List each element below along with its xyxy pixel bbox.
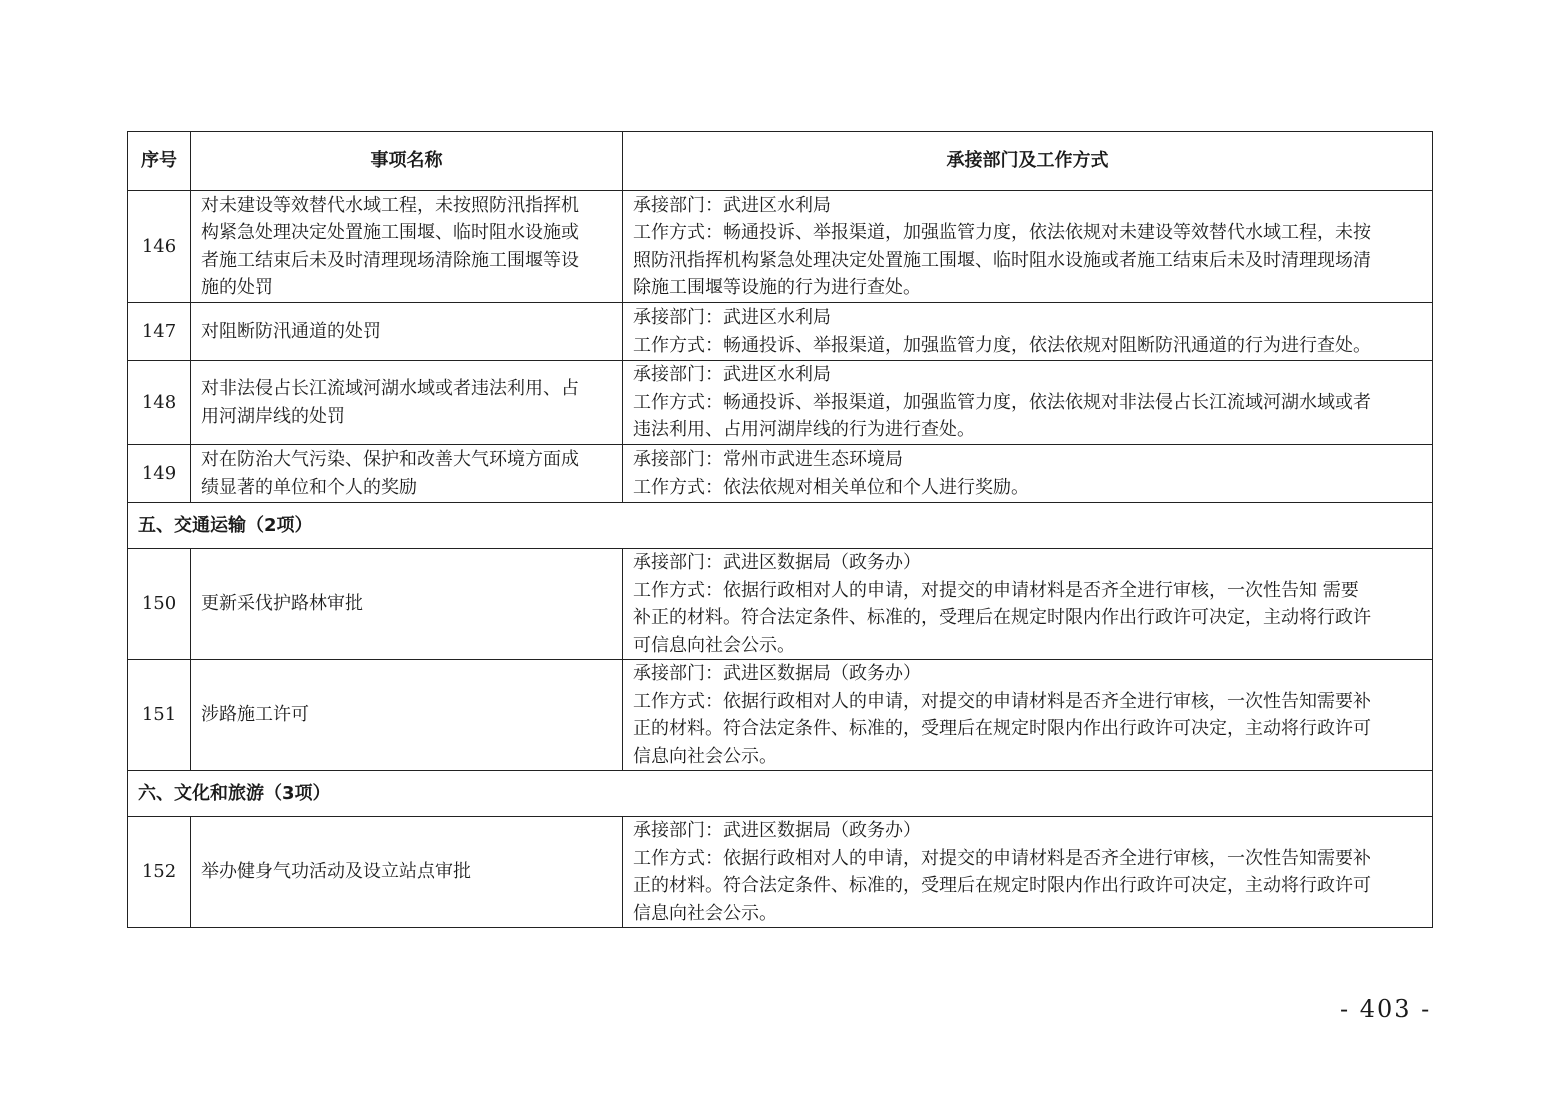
- row-number: 148: [128, 361, 191, 445]
- row-number: 152: [128, 817, 191, 928]
- header-num: 序号: [128, 132, 191, 191]
- dept-and-method: 承接部门：常州市武进生态环境局 工作方式：依法依规对相关单位和个人进行奖励。: [623, 445, 1433, 503]
- section-row: [128, 503, 1433, 549]
- dept-and-method: 承接部门：武进区数据局（政务办） 工作方式：依据行政相对人的申请，对提交的申请材料是否齐全进行审核，一次性告知需要补 正的材料。符合法定条件、标准的，受理后在规定时限内作出行政许可决定，主动将行政许可 信息向社会公示。: [623, 817, 1433, 928]
- item-name: 对未建设等效替代水域工程，未按照防汛指挥机 构紧急处理决定处置施工围堰、临时阻水设施或 者施工结束后未及时清理现场清除施工围堰等设 施的处罚: [191, 191, 623, 303]
- section-title: 五、交通运输（2项）: [128, 503, 1433, 549]
- table-row: [128, 303, 1433, 361]
- row-number: 147: [128, 303, 191, 361]
- item-name: 举办健身气功活动及设立站点审批: [191, 817, 623, 928]
- row-number: 150: [128, 549, 191, 660]
- dept-and-method: 承接部门：武进区水利局 工作方式：畅通投诉、举报渠道，加强监管力度，依法依规对未建设等效替代水域工程，未按 照防汛指挥机构紧急处理决定处置施工围堰、临时阻水设施或者施工结束后未及时清理现场清 除施工围堰等设施的行为进行查处。: [623, 191, 1433, 303]
- table-row: [128, 549, 1433, 660]
- item-name: 涉路施工许可: [191, 660, 623, 771]
- page-number: - 403 -: [1340, 995, 1432, 1023]
- table-row: [128, 660, 1433, 771]
- item-name: 对在防治大气污染、保护和改善大气环境方面成 绩显著的单位和个人的奖励: [191, 445, 623, 503]
- header-dept: 承接部门及工作方式: [623, 132, 1433, 191]
- dept-and-method: 承接部门：武进区水利局 工作方式：畅通投诉、举报渠道，加强监管力度，依法依规对非法侵占长江流域河湖水域或者 违法利用、占用河湖岸线的行为进行查处。: [623, 361, 1433, 445]
- table-row: [128, 191, 1433, 303]
- dept-and-method: 承接部门：武进区数据局（政务办） 工作方式：依据行政相对人的申请，对提交的申请材料是否齐全进行审核，一次性告知 需要 补正的材料。符合法定条件、标准的，受理后在规定时限内作出行政许可决定，主动将行政许 可信息向社会公示。: [623, 549, 1433, 660]
- dept-and-method: 承接部门：武进区数据局（政务办） 工作方式：依据行政相对人的申请，对提交的申请材料是否齐全进行审核，一次性告知需要补 正的材料。符合法定条件、标准的，受理后在规定时限内作出行政许可决定，主动将行政许可 信息向社会公示。: [623, 660, 1433, 771]
- row-number: 151: [128, 660, 191, 771]
- document-table: [127, 131, 1433, 928]
- table-row: [128, 817, 1433, 928]
- table-row: [128, 445, 1433, 503]
- dept-and-method: 承接部门：武进区水利局 工作方式：畅通投诉、举报渠道，加强监管力度，依法依规对阻断防汛通道的行为进行查处。: [623, 303, 1433, 361]
- item-name: 对阻断防汛通道的处罚: [191, 303, 623, 361]
- table-header-row: [128, 132, 1433, 191]
- table-row: [128, 361, 1433, 445]
- header-name: 事项名称: [191, 132, 623, 191]
- section-row: [128, 771, 1433, 817]
- item-name: 更新采伐护路林审批: [191, 549, 623, 660]
- row-number: 146: [128, 191, 191, 303]
- section-title: 六、文化和旅游（3项）: [128, 771, 1433, 817]
- item-name: 对非法侵占长江流域河湖水域或者违法利用、占 用河湖岸线的处罚: [191, 361, 623, 445]
- row-number: 149: [128, 445, 191, 503]
